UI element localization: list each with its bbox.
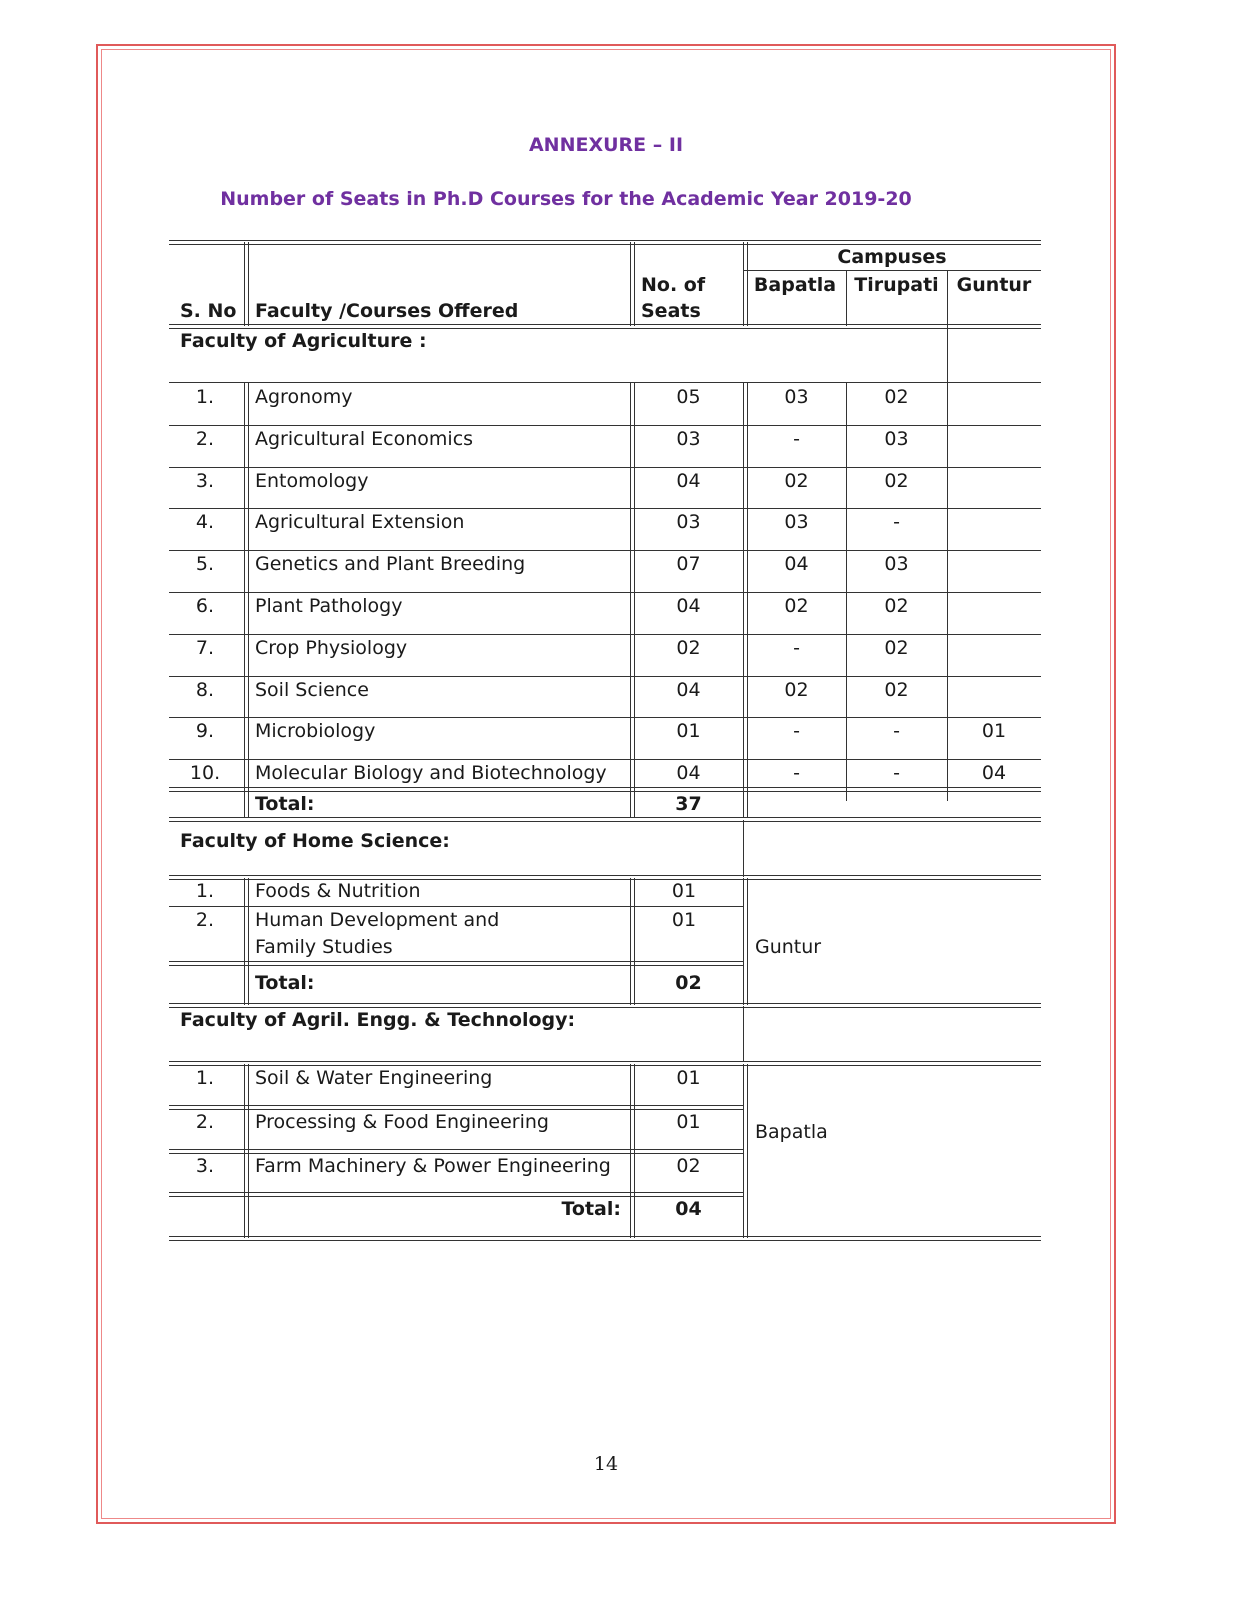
- row-tirupati: 02: [884, 595, 909, 617]
- table-row-rule: [169, 425, 1041, 426]
- total-label-home-science: Total:: [255, 972, 315, 994]
- row-seats: 03: [676, 428, 701, 450]
- row-sno: 3.: [195, 470, 215, 492]
- row-seats: 07: [676, 553, 701, 575]
- row-sno: 1.: [195, 1067, 215, 1089]
- table-col-rule: [244, 676, 249, 718]
- row-course: Agronomy: [255, 386, 353, 408]
- table-col-rule: [244, 467, 249, 509]
- row-guntur: 01: [981, 720, 1007, 742]
- column-header-seats: No. of: [641, 274, 706, 296]
- row-seats: 01: [671, 909, 697, 931]
- table-col-rule: [244, 878, 249, 1005]
- table-col-rule: [244, 1152, 249, 1195]
- row-course: Foods & Nutrition: [255, 880, 421, 902]
- table-col-rule: [947, 634, 948, 676]
- row-seats: 02: [676, 1155, 701, 1177]
- row-sno: 6.: [195, 595, 215, 617]
- annexure-heading: ANNEXURE – II: [528, 134, 684, 156]
- table-row-rule: [169, 1192, 743, 1197]
- row-tirupati: -: [893, 511, 900, 533]
- table-row-rule: [169, 1003, 1041, 1008]
- row-course: Agricultural Extension: [255, 511, 465, 533]
- row-bapatla: 03: [784, 511, 809, 533]
- row-bapatla: 02: [784, 679, 809, 701]
- table-col-rule: [947, 550, 948, 592]
- table-row-rule: [169, 961, 743, 966]
- total-engineering: 04: [675, 1198, 702, 1220]
- row-course: Agricultural Economics: [255, 428, 474, 450]
- table-col-rule: [244, 634, 249, 676]
- row-bapatla: 04: [784, 553, 809, 575]
- table-col-rule: [244, 790, 249, 818]
- table-col-rule: [743, 878, 748, 1005]
- table-row-rule: [169, 592, 1041, 593]
- row-course: Soil Science: [255, 679, 369, 701]
- row-seats: 03: [676, 511, 701, 533]
- row-tirupati: 02: [884, 637, 909, 659]
- row-tirupati: 03: [884, 553, 909, 575]
- row-seats: 01: [671, 880, 697, 902]
- campus-engineering: Bapatla: [755, 1121, 828, 1143]
- table-row-rule: [169, 1149, 743, 1154]
- table-col-rule: [743, 1064, 748, 1108]
- document-subtitle: Number of Seats in Ph.D Courses for the Academic Year 2019-20: [220, 188, 912, 210]
- row-tirupati: 02: [884, 470, 909, 492]
- table-bottom-rule: [169, 1236, 1041, 1241]
- table-col-rule: [947, 326, 948, 383]
- row-course: Molecular Biology and Biotechnology: [255, 762, 607, 784]
- row-bapatla: -: [793, 720, 800, 742]
- row-course: Family Studies: [255, 936, 393, 958]
- table-col-rule: [743, 1006, 744, 1062]
- row-sno: 1.: [195, 880, 215, 902]
- total-label-engineering: Total:: [561, 1198, 621, 1220]
- column-header-campuses: Campuses: [837, 246, 947, 268]
- row-course: Crop Physiology: [255, 637, 408, 659]
- row-sno: 9.: [195, 720, 215, 742]
- table-col-rule: [743, 790, 748, 818]
- table-col-rule: [947, 592, 948, 634]
- total-agriculture: 37: [675, 793, 702, 815]
- column-header-guntur: Guntur: [956, 274, 1032, 296]
- row-course: Human Development and: [255, 909, 500, 931]
- row-guntur: 04: [981, 762, 1007, 784]
- row-seats: 01: [676, 1111, 701, 1133]
- header-bottom-rule: [169, 324, 1041, 329]
- row-seats: 01: [676, 1067, 701, 1089]
- header-col-rule: [630, 242, 635, 326]
- row-sno: 3.: [195, 1155, 215, 1177]
- row-bapatla: 02: [784, 470, 809, 492]
- table-row-rule: [169, 759, 1041, 760]
- row-sno: 2.: [195, 428, 215, 450]
- row-bapatla: 03: [784, 386, 809, 408]
- row-seats: 02: [676, 637, 701, 659]
- column-header-bapatla: Bapatla: [753, 274, 837, 296]
- table-row-rule: [169, 508, 1041, 509]
- table-col-rule: [947, 508, 948, 550]
- table-row-rule: [169, 787, 1041, 792]
- section-title-home-science: Faculty of Home Science:: [180, 830, 450, 852]
- table-row-rule: [169, 817, 1041, 822]
- row-sno: 2.: [195, 909, 215, 931]
- table-row-rule: [169, 1105, 743, 1110]
- column-header-seats: Seats: [641, 300, 701, 322]
- row-course: Farm Machinery & Power Engineering: [255, 1155, 611, 1177]
- table-col-rule: [244, 508, 249, 550]
- row-bapatla: -: [793, 637, 800, 659]
- row-tirupati: -: [893, 720, 900, 742]
- row-sno: 8.: [195, 679, 215, 701]
- table-col-rule: [743, 1152, 748, 1195]
- section-title-agriculture: Faculty of Agriculture :: [180, 330, 427, 352]
- table-col-rule: [743, 820, 744, 877]
- row-seats: 04: [676, 595, 701, 617]
- column-header-tirupati: Tirupati: [854, 274, 939, 296]
- row-bapatla: -: [793, 762, 800, 784]
- row-sno: 5.: [195, 553, 215, 575]
- table-col-rule: [244, 383, 249, 425]
- row-sno: 7.: [195, 637, 215, 659]
- table-row-rule: [169, 467, 1041, 468]
- row-tirupati: -: [893, 762, 900, 784]
- table-col-rule: [743, 1195, 748, 1238]
- section-title-engineering: Faculty of Agril. Engg. & Technology:: [180, 1009, 576, 1031]
- row-sno: 1.: [195, 386, 215, 408]
- table-row-rule: [169, 1061, 1041, 1066]
- table-col-rule: [244, 425, 249, 467]
- row-bapatla: 02: [784, 595, 809, 617]
- header-top-rule: [169, 240, 1041, 245]
- total-home-science: 02: [675, 972, 702, 994]
- table-row-rule: [169, 717, 1041, 718]
- row-sno: 10.: [189, 762, 221, 784]
- table-col-rule: [947, 467, 948, 509]
- table-col-rule: [244, 717, 249, 759]
- row-course: Soil & Water Engineering: [255, 1067, 493, 1089]
- page-number: 14: [593, 1453, 619, 1475]
- row-course: Plant Pathology: [255, 595, 403, 617]
- campuses-divider-rule: [743, 270, 1041, 271]
- column-header-faculty: Faculty /Courses Offered: [255, 300, 519, 322]
- row-course: Microbiology: [255, 720, 376, 742]
- row-course: Genetics and Plant Breeding: [255, 553, 526, 575]
- table-col-rule: [244, 592, 249, 634]
- row-tirupati: 02: [884, 679, 909, 701]
- row-course: Processing & Food Engineering: [255, 1111, 549, 1133]
- table-col-rule: [244, 550, 249, 592]
- row-seats: 05: [676, 386, 701, 408]
- table-col-rule: [947, 425, 948, 467]
- table-row-rule: [169, 906, 743, 907]
- table-col-rule: [947, 383, 948, 425]
- row-course: Entomology: [255, 470, 369, 492]
- total-label-agriculture: Total:: [255, 793, 315, 815]
- table-col-rule: [244, 1108, 249, 1152]
- row-seats: 04: [676, 679, 701, 701]
- row-tirupati: 03: [884, 428, 909, 450]
- row-sno: 4.: [195, 511, 215, 533]
- row-tirupati: 02: [884, 386, 909, 408]
- row-bapatla: -: [793, 428, 800, 450]
- table-col-rule: [743, 1108, 748, 1152]
- table-row-rule: [169, 382, 1041, 383]
- row-sno: 2.: [195, 1111, 215, 1133]
- table-row-rule: [169, 676, 1041, 677]
- column-header-sno: S. No: [180, 300, 237, 322]
- header-col-rule: [244, 242, 249, 326]
- table-col-rule: [244, 1195, 249, 1238]
- table-row-rule: [169, 550, 1041, 551]
- table-col-rule: [947, 676, 948, 718]
- table-col-rule: [244, 1064, 249, 1108]
- campus-home-science: Guntur: [755, 936, 822, 958]
- row-seats: 04: [676, 762, 701, 784]
- row-seats: 01: [676, 720, 701, 742]
- row-seats: 04: [676, 470, 701, 492]
- table-row-rule: [169, 634, 1041, 635]
